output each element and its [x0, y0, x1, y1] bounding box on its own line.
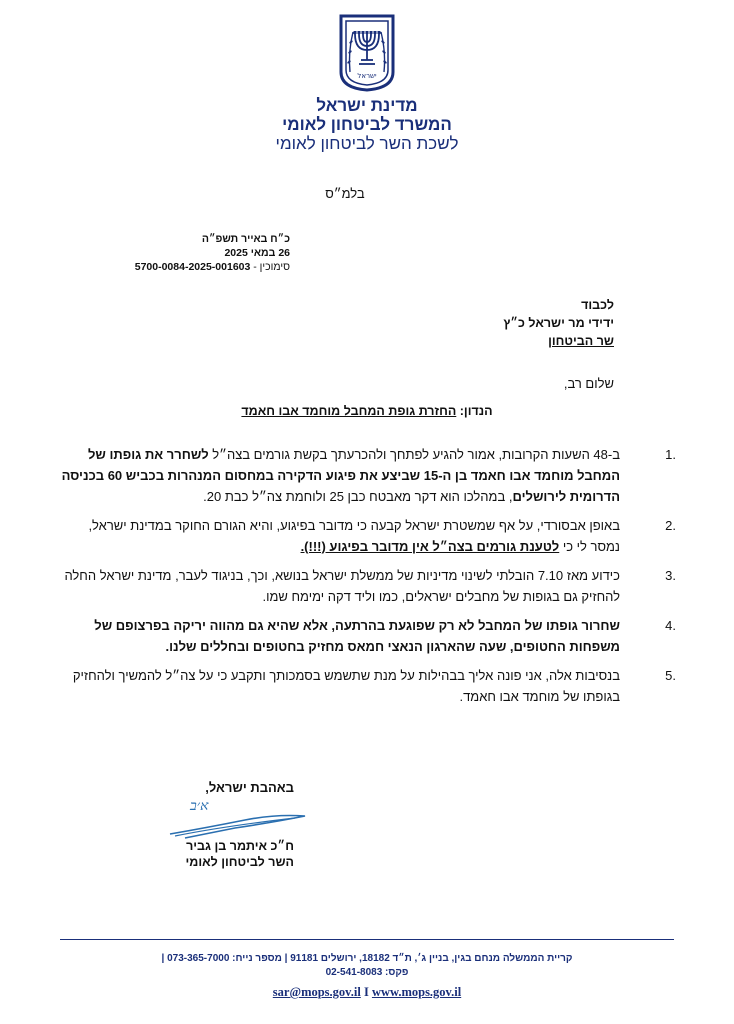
- item-number: 5.: [665, 668, 676, 683]
- hebrew-date: כ״ח באייר תשפ״ה: [201, 233, 290, 245]
- website-link[interactable]: www.mops.gov.il: [371, 985, 462, 999]
- reference-number: 5700-0084-2025-001603: [134, 261, 251, 273]
- gregorian-date: 26 במאי 2025: [224, 247, 290, 259]
- item-number: 1.: [665, 447, 676, 462]
- ministry-name: המשרד לביטחון לאומי: [282, 115, 452, 134]
- svg-text:ישראל: ישראל: [357, 72, 377, 80]
- email-link[interactable]: sar@mops.gov.il: [272, 985, 361, 999]
- list-item: [60, 565, 676, 607]
- greeting: שלום רב,: [563, 376, 614, 391]
- footer-contact: [0, 952, 734, 980]
- signer-title: השר לביטחון לאומי: [185, 855, 294, 869]
- letter-body: [60, 444, 676, 715]
- state-name: מדינת ישראל: [316, 96, 418, 115]
- item-text: , במהלכו הוא דקר מאבטח כבן 25 ולוחמת צה״ל כבת 20.: [203, 489, 513, 504]
- office-name: לשכת השר לביטחון לאומי: [275, 134, 459, 153]
- item-text-bold: לשחרר את גופתו של המחבל מוחמד אבו חאמד בן ה-15 שביצע את פיגוע הדקירה במחסום המנהרות בכביש 60 בכניסה הדרומית לירושלים: [61, 447, 620, 504]
- addressee-title: שר הביטחון: [548, 334, 614, 348]
- item-text: ב-48 השעות הקרובות, אמור להגיע לפתחך ולהכרעתך בקשת גורמים בצה״ל: [208, 447, 620, 462]
- subject-text: החזרת גופת המחבל מוחמד אבו חאמד: [241, 404, 457, 418]
- footer-links: [0, 985, 734, 1000]
- subject-line: [0, 404, 734, 418]
- classification-label: בלמ״ס: [325, 186, 365, 201]
- reference-line: [60, 260, 290, 274]
- date-block: [60, 232, 290, 274]
- closing-regards: באהבת ישראל,: [205, 780, 294, 795]
- footer-link-separator: I: [363, 985, 369, 999]
- footer-divider: [60, 939, 674, 940]
- item-text: בנסיבות אלה, אני פונה אליך בבהילות על מנת שתשמש בסמכותך ותקבע כי על צה״ל להמשיך ולהחזיק בגופתו של מוחמד אבו חאמד.: [72, 668, 620, 704]
- subject-label: הנדון:: [459, 404, 493, 418]
- item-text-bold-underlined: לטענת גורמים בצה״ל אין מדובר בפיגוע (!!!).: [300, 539, 560, 554]
- state-emblem-icon: [337, 12, 397, 92]
- item-number: 4.: [665, 618, 676, 633]
- item-number: 2.: [665, 518, 676, 533]
- signature-initials: א׳ב: [190, 798, 209, 814]
- list-item: [60, 665, 676, 707]
- addressee-block: [314, 296, 614, 350]
- item-text: כידוע מאז 7.10 הובלתי לשינוי מדיניות של ממשלת ישראל בנושא, וכך, בניגוד לעבר, מדינת ישראל החלה להחזיק גם בגופות של מחבלים ישראלים, כמו וליד דקה ימימח שמו.: [64, 568, 620, 604]
- reference-label: סימוכין -: [253, 261, 290, 273]
- footer-fax: פקס: 02-541-8083: [325, 967, 409, 978]
- item-number: 3.: [665, 568, 676, 583]
- signer-name: ח״כ איתמר בן גביר: [186, 839, 294, 853]
- list-item: [60, 515, 676, 557]
- signer-block: [74, 838, 294, 870]
- item-text: באופן אבסורדי, על אף שמשטרת ישראל קבעה כי מדובר בפיגוע, והיא הגורם החוקר במדינת ישראל, נמסר לי כי: [88, 518, 620, 554]
- footer-address: קריית הממשלה מנחם בגין, בניין ג׳, ת״ד 18182, ירושלים 91181 | מספר נייח: 073-365-7000 |: [161, 953, 573, 964]
- list-item: [60, 444, 676, 507]
- letterhead: [0, 96, 734, 154]
- handwritten-signature: [165, 798, 315, 840]
- list-item: [60, 615, 676, 657]
- item-text-bold: שחרור גופתו של המחבל לא רק שפוגעת בהרתעה, אלא שהיא גם מהווה יריקה בפרצופם של משפחות החטופים, שעה שהארגון הנאצי חמאס מחזיק בחטופים ובחללים שלנו.: [94, 618, 620, 654]
- addressee-name: ידידי מר ישראל כ״ץ: [503, 316, 614, 330]
- addressee-salutation: לכבוד: [581, 298, 614, 312]
